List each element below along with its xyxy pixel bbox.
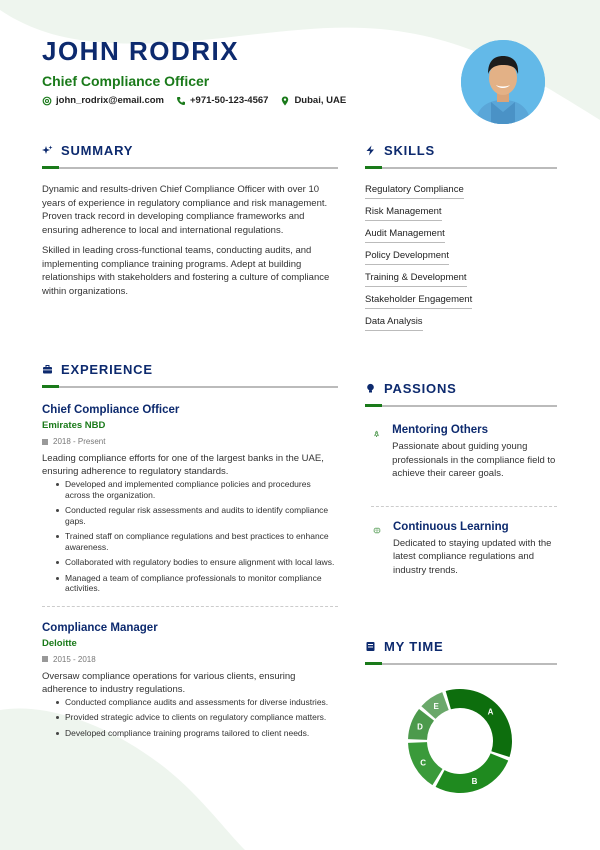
skill-item: Policy Development bbox=[365, 250, 449, 265]
experience-section bbox=[42, 362, 338, 743]
skill-item: Regulatory Compliance bbox=[365, 184, 464, 199]
job-bullet: Collaborated with regulatory bodies to ensure alignment with local laws. bbox=[56, 557, 338, 568]
skill-item: Stakeholder Engagement bbox=[365, 294, 472, 309]
phone-contact[interactable] bbox=[176, 95, 268, 106]
summary-paragraph-1: Dynamic and results-driven Chief Compliance Officer with over 10 years of experience in regulatory compliance and risk management. Proven track record in developing compliance frameworks and ensuring adherence to local and international regulations. bbox=[42, 184, 328, 236]
rocket-icon bbox=[373, 425, 380, 443]
calendar-icon bbox=[42, 656, 48, 662]
skills-heading bbox=[365, 143, 557, 158]
job-title: Compliance Manager bbox=[42, 621, 158, 634]
passions-section bbox=[365, 381, 557, 577]
donut-label-d: D bbox=[417, 722, 423, 732]
job-title: Chief Compliance Officer bbox=[42, 404, 180, 416]
job-bullet: Conducted regular risk assessments and audits to identify compliance gaps. bbox=[56, 505, 338, 526]
my-time-section bbox=[365, 639, 557, 665]
passion-separator bbox=[371, 506, 557, 507]
passion-item bbox=[365, 424, 557, 481]
job-entry bbox=[42, 622, 338, 739]
job-bullet: Conducted compliance audits and assessments for diverse industries. bbox=[56, 697, 338, 708]
donut-slice-a bbox=[446, 689, 512, 757]
briefcase-icon bbox=[42, 364, 53, 375]
lightning-icon bbox=[365, 145, 376, 156]
job-dates-text: 2015 - 2018 bbox=[53, 654, 96, 664]
my-time-donut-chart bbox=[400, 681, 520, 801]
full-name: JOHN RODRIX bbox=[42, 36, 240, 66]
job-bullets bbox=[42, 697, 338, 739]
summary-section bbox=[42, 143, 338, 298]
job-bullet: Developed compliance training programs tailored to client needs. bbox=[56, 728, 338, 739]
job-bullet: Provided strategic advice to clients on regulatory compliance matters. bbox=[56, 712, 338, 723]
job-dates bbox=[42, 655, 338, 664]
donut-label-a: A bbox=[487, 707, 494, 717]
donut-label-c: C bbox=[420, 758, 427, 768]
my-time-heading bbox=[365, 639, 557, 654]
hourglass-icon bbox=[365, 641, 376, 652]
job-dates-text: 2018 - Present bbox=[53, 437, 106, 446]
skills-section bbox=[365, 143, 557, 338]
job-bullet: Trained staff on compliance regulations and best practices to enhance awareness. bbox=[56, 531, 338, 552]
passions-heading-text: PASSIONS bbox=[384, 381, 457, 396]
location-pin-icon bbox=[280, 96, 290, 106]
calendar-icon bbox=[42, 439, 48, 445]
passion-item bbox=[365, 521, 557, 578]
skills-divider bbox=[365, 167, 557, 169]
email-text: john_rodrix@email.com bbox=[56, 95, 164, 106]
passion-description: Dedicated to staying updated with the latest compliance regulations and industry trends. bbox=[392, 537, 552, 576]
summary-heading-text: SUMMARY bbox=[61, 143, 134, 158]
job-title-header: Chief Compliance Officer bbox=[42, 73, 210, 89]
brain-icon bbox=[373, 522, 381, 540]
my-time-divider bbox=[365, 663, 557, 665]
passion-title: Continuous Learning bbox=[392, 520, 509, 533]
passion-title: Mentoring Others bbox=[392, 424, 488, 436]
job-entry bbox=[42, 404, 338, 594]
skills-list bbox=[365, 184, 557, 338]
job-description: Leading compliance efforts for one of the largest banks in the UAE, ensuring adherence to regulatory standards. bbox=[42, 453, 324, 477]
skill-item: Training & Development bbox=[365, 272, 467, 287]
job-bullets bbox=[42, 479, 338, 594]
job-description: Oversaw compliance operations for various clients, ensuring adherence to industry regulations. bbox=[42, 670, 296, 695]
avatar bbox=[461, 40, 545, 124]
summary-heading bbox=[42, 143, 338, 158]
passions-heading bbox=[365, 381, 557, 396]
passions-divider bbox=[365, 405, 557, 407]
sparkle-icon bbox=[42, 145, 53, 156]
contact-info bbox=[42, 95, 346, 106]
skill-item: Risk Management bbox=[365, 206, 442, 221]
phone-text: +971-50-123-4567 bbox=[189, 95, 269, 106]
donut-slice-b bbox=[436, 753, 509, 793]
company-name: Deloitte bbox=[42, 637, 77, 649]
experience-heading-text: EXPERIENCE bbox=[61, 362, 153, 377]
passion-description: Passionate about guiding young professionals in the compliance field to achieve their career goals. bbox=[392, 441, 556, 479]
job-dates bbox=[42, 437, 338, 446]
location-contact bbox=[280, 95, 346, 106]
location-text: Dubai, UAE bbox=[294, 95, 347, 106]
skill-item: Audit Management bbox=[365, 228, 445, 243]
donut-label-e: E bbox=[433, 701, 439, 711]
email-contact[interactable] bbox=[42, 95, 164, 106]
company-name: Emirates NBD bbox=[42, 420, 106, 431]
experience-heading bbox=[42, 362, 338, 377]
job-bullet: Managed a team of compliance professionals to monitor compliance activities. bbox=[56, 573, 338, 594]
passion-content bbox=[392, 424, 557, 481]
summary-paragraph-2: Skilled in leading cross-functional teams, conducting audits, and implementing compliance training programs. Adept at building relationships with stakeholders and fostering a culture of compliance within organizations. bbox=[42, 245, 330, 297]
profile-photo bbox=[461, 40, 545, 124]
job-bullet: Developed and implemented compliance policies and procedures across the organization. bbox=[56, 479, 338, 500]
job-separator bbox=[42, 606, 338, 607]
skill-item: Data Analysis bbox=[365, 316, 423, 331]
phone-icon bbox=[176, 96, 186, 106]
passion-content bbox=[393, 521, 557, 578]
experience-divider bbox=[42, 386, 338, 388]
donut-label-b: B bbox=[471, 776, 478, 786]
my-time-heading-text: MY TIME bbox=[384, 639, 444, 654]
skills-heading-text: SKILLS bbox=[384, 143, 436, 158]
summary-divider bbox=[42, 167, 338, 169]
lightbulb-icon bbox=[365, 383, 376, 394]
at-icon bbox=[42, 96, 52, 106]
